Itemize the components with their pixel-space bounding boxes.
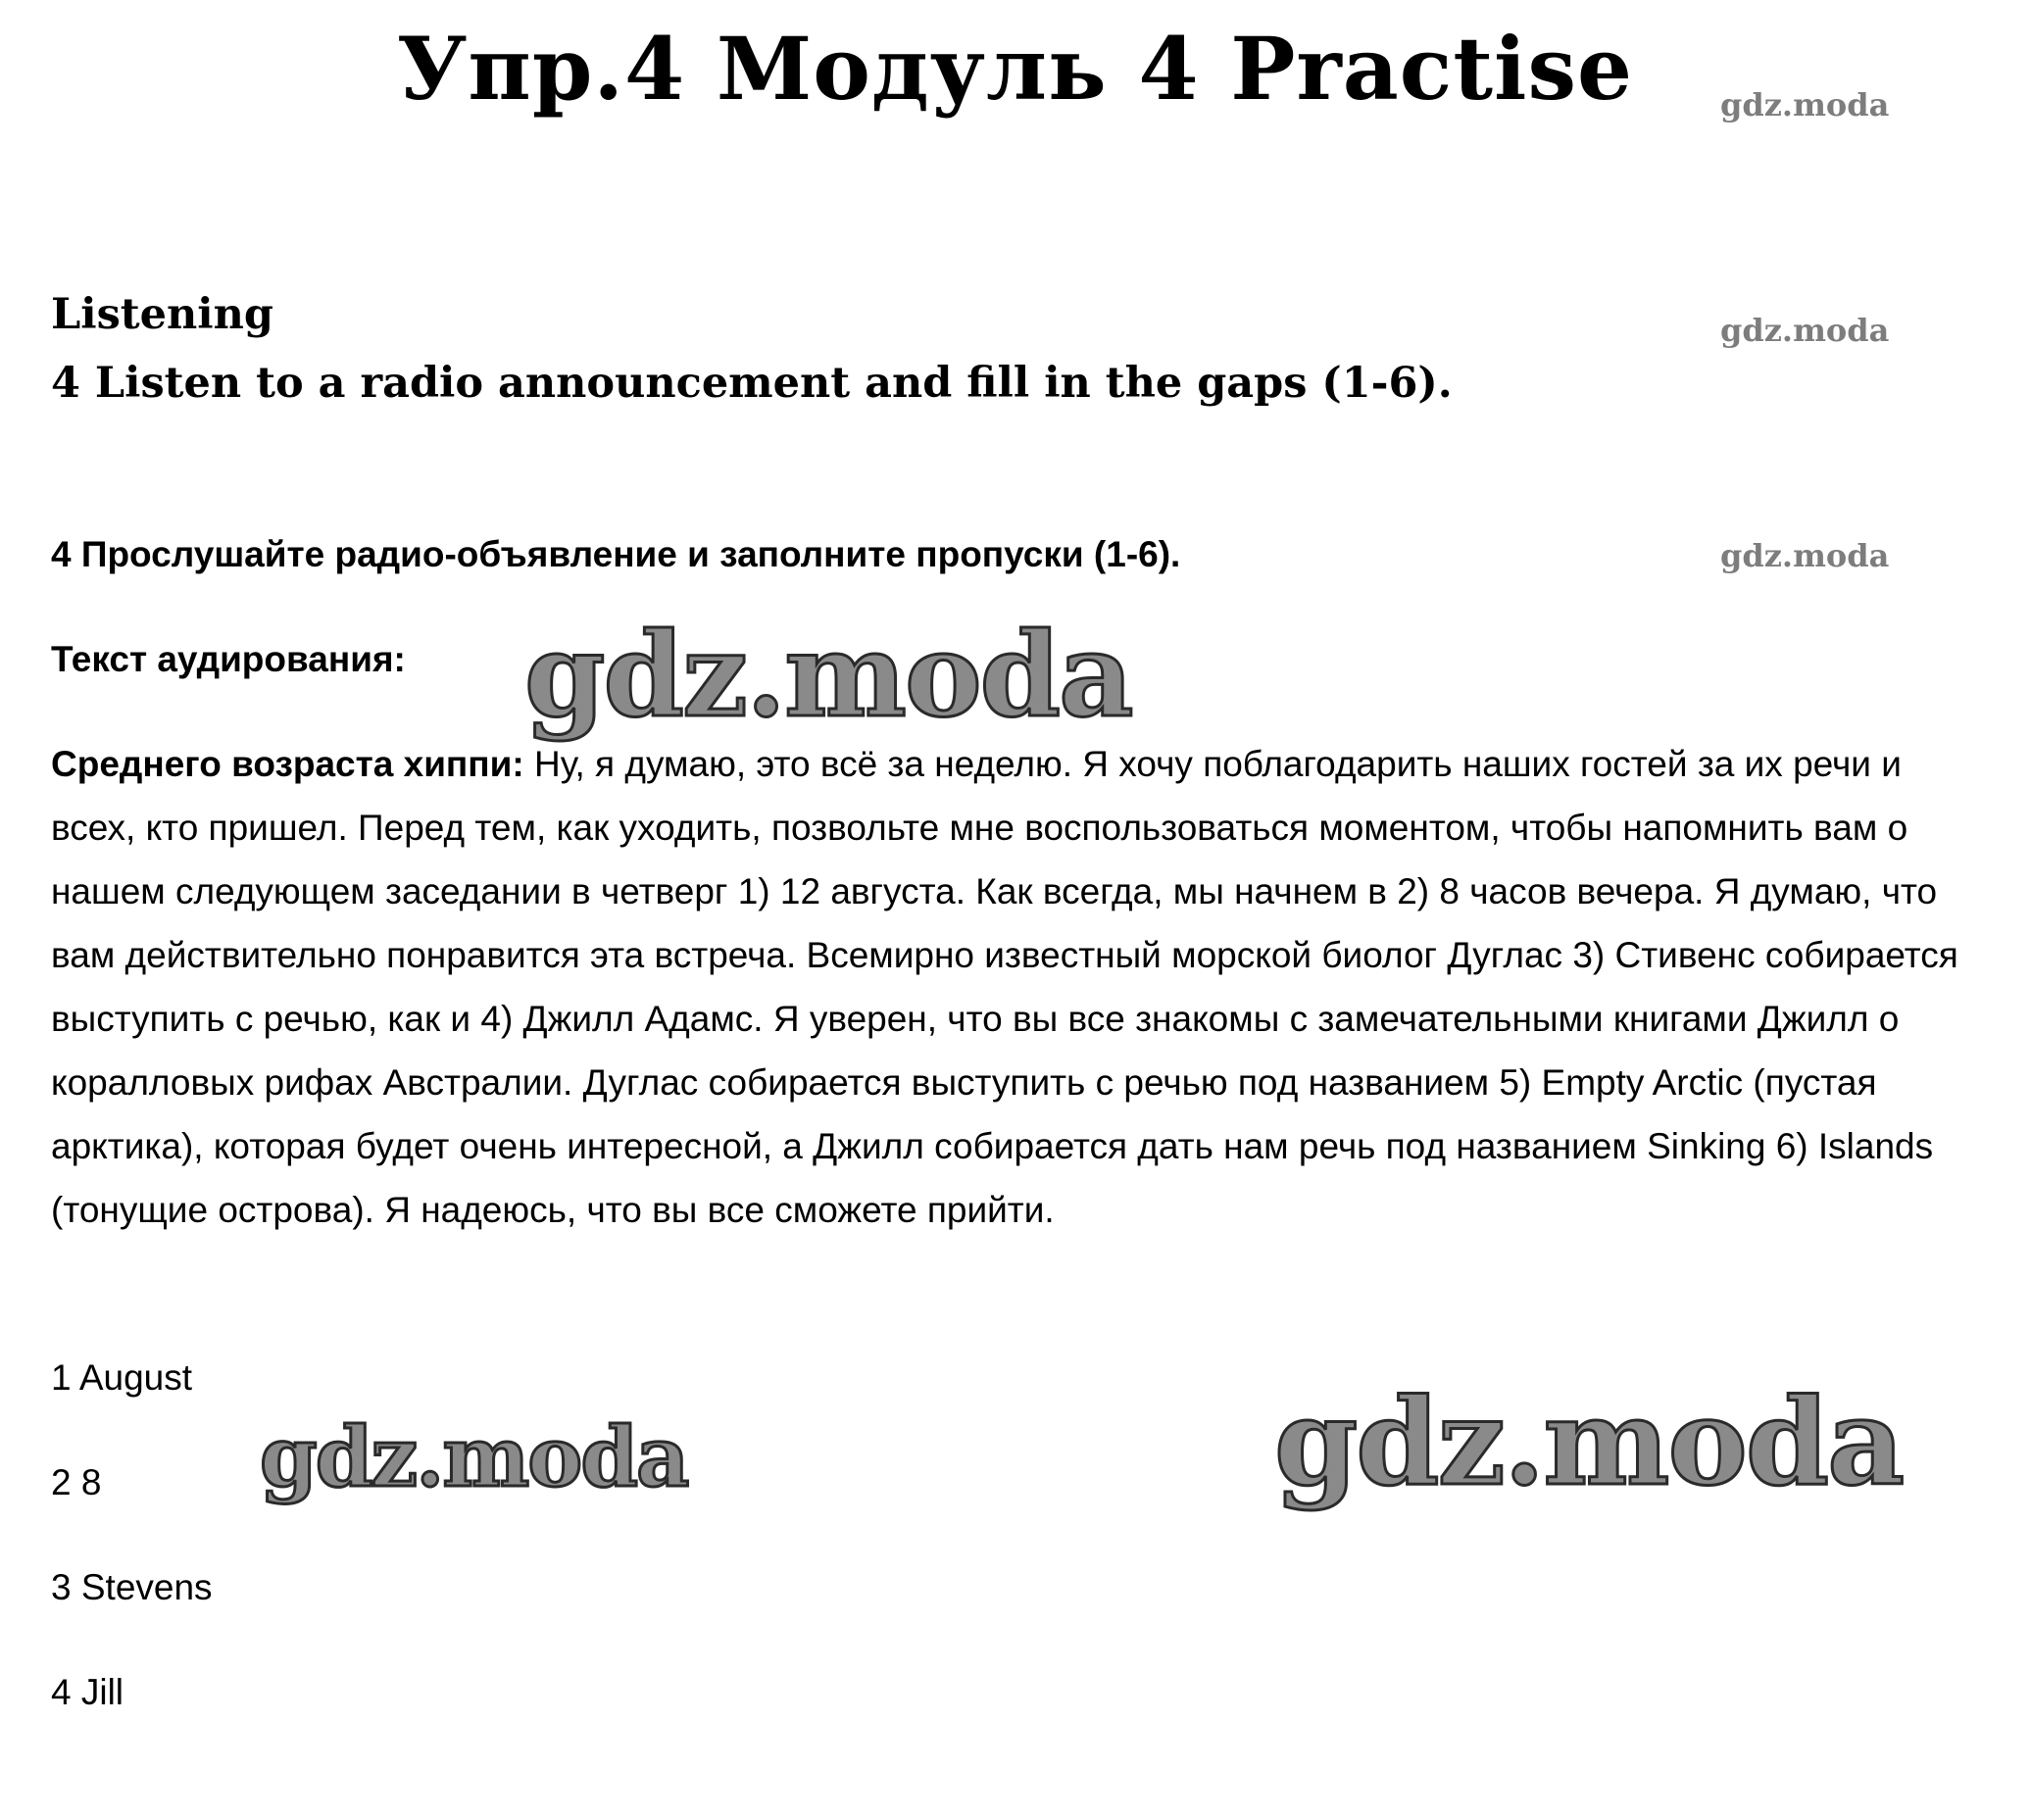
transcript-text: Ну, я думаю, это всё за неделю. Я хочу поблагодарить наших гостей за их речи и всех, кто пришел. Перед тем, как уходить, позвольте мне воспользоваться моментом, чтобы напомнить вам о нашем следующем заседании в четверг 1) 12 августа. Как всегда, мы начнем в 2) 8 часов вечера. Я думаю, что вам действительно понравится эта встреча. Всемирно известный морской биолог Дуглас 3) Стивенс собирается выступить с речью, как и 4) Джилл Адамс. Я уверен, что вы все знакомы с замечательными книгами Джилл о коралловых рифах Австралии. Дуглас собирается выступить с речью под названием 5) Empty Arctic (пустая арктика), которая будет очень интересной, а Джилл собирается дать нам речь под названием Sinking 6) Islands (тонущие острова). Я надеюсь, что вы все сможете прийти. xyxy=(51,744,1958,1230)
page-title: Упр.4 Модуль 4 Practise xyxy=(397,18,1633,120)
section-heading: Listening xyxy=(51,290,273,339)
answer-item: 3 Stevens xyxy=(51,1567,213,1607)
watermark-small: gdz.moda xyxy=(1720,537,1890,574)
watermark-large: gdz.moda xyxy=(260,1408,688,1505)
transcript-label: Текст аудирования: xyxy=(51,639,406,679)
watermark-large: gdz.moda xyxy=(1274,1371,1904,1512)
speaker-label: Среднего возраста хиппи: xyxy=(51,744,524,784)
task-heading-en: 4 Listen to a radio announcement and fill in the gaps (1-6). xyxy=(51,359,1453,408)
answer-item: 4 Jill xyxy=(51,1672,124,1712)
watermark-small: gdz.moda xyxy=(1720,86,1890,123)
answer-item: 1 August xyxy=(51,1357,193,1398)
task-heading-ru: 4 Прослушайте радио-объявление и заполните пропуски (1-6). xyxy=(51,534,1181,574)
answer-item: 2 8 xyxy=(51,1462,102,1502)
transcript-paragraph xyxy=(51,732,1977,1242)
watermark-small: gdz.moda xyxy=(1720,312,1890,349)
watermark-large: gdz.moda xyxy=(524,607,1132,743)
